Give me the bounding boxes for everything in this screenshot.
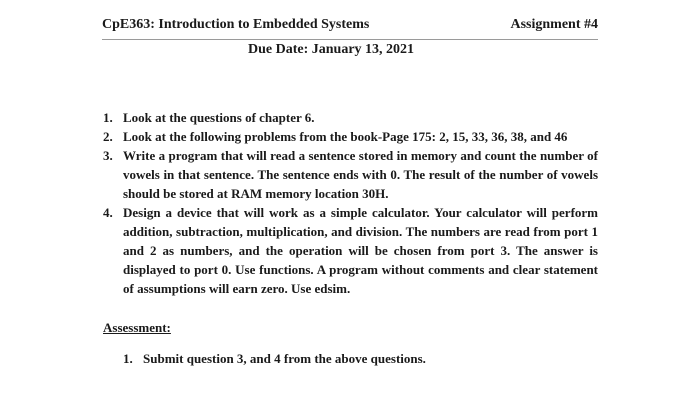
question-item-3 (103, 146, 598, 203)
question-number: 3. (103, 148, 113, 163)
assessment-item-1 (123, 349, 426, 368)
header-divider (102, 39, 598, 40)
question-text: Write a program that will read a sentence stored in memory and count the number of vowels in that sentence. The sentence ends with 0. The result of the number of vowels should be stored at RAM memory location 30H. (123, 148, 598, 201)
question-item-4 (103, 203, 598, 298)
question-list (103, 108, 598, 298)
question-number: 4. (103, 205, 113, 220)
question-number: 1. (103, 110, 113, 125)
question-text: Look at the following problems from the book-Page 175: 2, 15, 33, 36, 38, and 46 (123, 129, 568, 144)
question-text: Design a device that will work as a simple calculator. Your calculator will perform addition, subtraction, multiplication, and division. The numbers are read from port 1 and 2 as numbers, and the operation will be chosen from port 3. The answer is displayed to port 0. Use functions. A program without comments and clear statement of assumptions will earn zero. Use edsim. (123, 205, 598, 296)
due-date: Due Date: January 13, 2021 (248, 42, 415, 57)
assignment-label: Assignment #4 (510, 17, 598, 32)
assessment-text: Submit question 3, and 4 from the above questions. (143, 351, 426, 366)
course-title: CpE363: Introduction to Embedded Systems (102, 17, 370, 32)
assessment-list (123, 349, 426, 368)
document-header (102, 17, 598, 37)
assessment-heading: Assessment: (103, 320, 171, 335)
question-text: Look at the questions of chapter 6. (123, 110, 315, 125)
question-item-2 (103, 127, 598, 146)
question-number: 2. (103, 129, 113, 144)
question-item-1 (103, 108, 598, 127)
assessment-number: 1. (123, 351, 133, 366)
